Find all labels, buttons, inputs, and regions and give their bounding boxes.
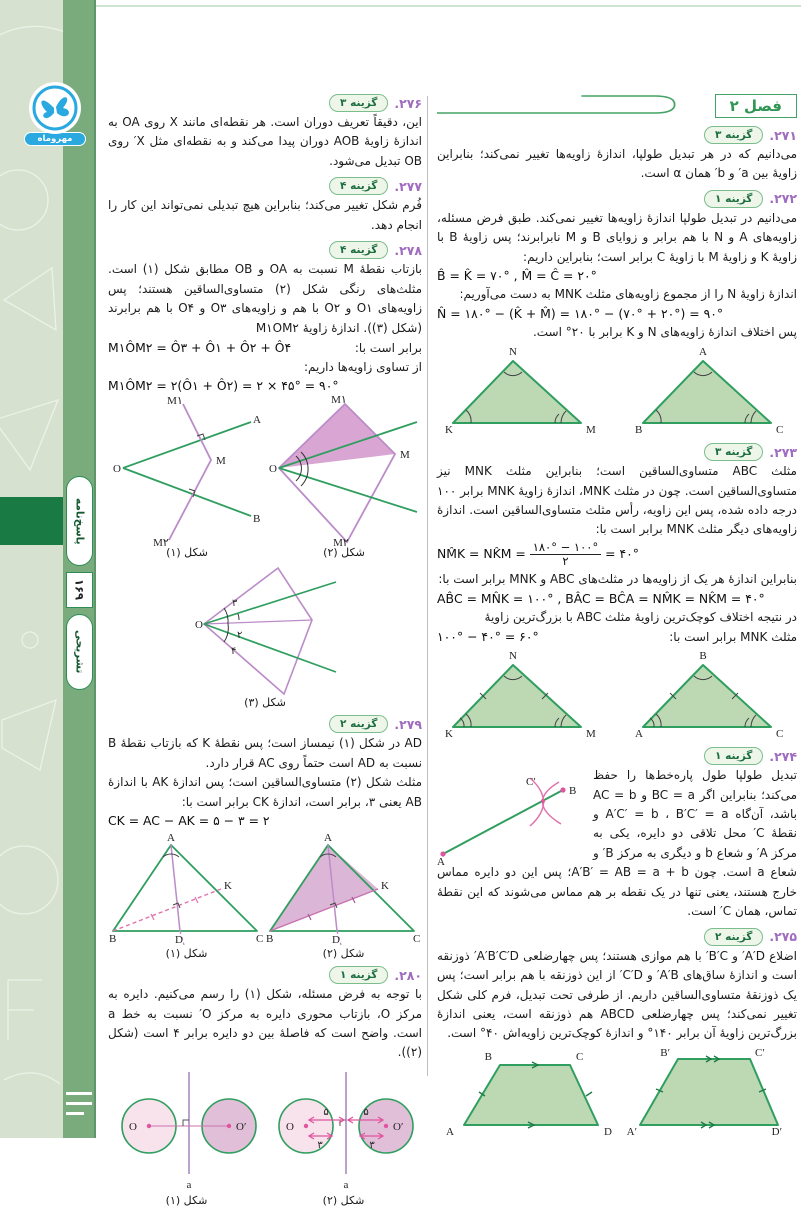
math-formula: CK = AC − AK = ۵ − ۳ = ۲ xyxy=(108,813,270,829)
vertex-label: M xyxy=(586,728,596,741)
answer-item-273 xyxy=(437,443,797,646)
distance-label: ۵ xyxy=(362,1106,369,1118)
vertex-label: B xyxy=(484,1050,492,1063)
question-number: ۲۷۲. xyxy=(769,191,797,207)
figure-caption: شکل (۲) xyxy=(323,546,365,560)
answer-head xyxy=(108,966,422,984)
chapter-header xyxy=(437,92,797,120)
band-mark xyxy=(66,1112,84,1115)
radius-label: ۳ xyxy=(316,1139,323,1151)
distance-label: ۵ xyxy=(322,1106,329,1118)
bisector-triangle-figure xyxy=(109,831,264,949)
center-label: O′ xyxy=(235,1120,246,1133)
page-number: ۱۶۹ xyxy=(72,579,87,601)
publisher-logo xyxy=(24,80,86,146)
answer-head xyxy=(108,94,422,112)
tangent-circles-figure xyxy=(437,768,587,869)
center-label: O′ xyxy=(392,1120,403,1133)
figure-shekl3 xyxy=(190,562,340,709)
vertex-label: M xyxy=(586,424,596,437)
question-number: ۲۷۵. xyxy=(769,929,797,945)
question-number: ۲۷۶. xyxy=(394,95,422,111)
figure-caption: شکل (۱) xyxy=(165,947,208,961)
band-mark xyxy=(66,1102,92,1105)
vertex-label: N xyxy=(509,346,517,359)
answer-head xyxy=(108,715,422,733)
option-badge: گزینه ۴ xyxy=(329,241,388,259)
figure-caption: شکل (۲) xyxy=(322,947,365,961)
vertex-label: K xyxy=(445,424,453,437)
option-badge: گزینه ۱ xyxy=(704,190,763,208)
trapezoids-figure xyxy=(442,1047,792,1141)
figure-shekl2 xyxy=(269,396,419,559)
question-number: ۲۷۷. xyxy=(394,178,422,194)
vertex-label: K xyxy=(381,880,389,893)
figure-row-280 xyxy=(108,1066,422,1207)
point-label: M۲ xyxy=(153,537,169,550)
question-number: ۲۷۸. xyxy=(394,242,422,258)
vertex-label: N xyxy=(509,650,517,663)
vertex-label: A xyxy=(167,832,175,845)
spine-marker xyxy=(0,497,63,545)
angle-numbering-figure xyxy=(190,562,340,698)
figure-row-278b xyxy=(108,562,422,709)
answer-text: با توجه به فرض مسئله، شکل (۱) را رسم می‌کنیم. دایره به مرکز O، بازتاب محوری دایره به مرکز O′ نسبت به خط a است. واضح است که فاصلهٔ بین دو دایره برابر ۴ است (شکل (۲)). xyxy=(108,987,423,1060)
option-badge: گزینه ۳ xyxy=(329,94,388,112)
option-badge: گزینه ۳ xyxy=(704,126,763,144)
answer-text: می‌دانیم که در هر تبدیل طولپا، اندازهٔ زاویه‌ها تغییر نمی‌کند؛ بنابراین زاویهٔ بین a′ و b′ همان α است. xyxy=(437,147,797,181)
point-label: M۱ xyxy=(167,395,183,408)
angle-number: ۴ xyxy=(231,646,237,658)
answer-text: فُرم شکل تغییر می‌کند؛ بنابراین هیچ تبدیلی نمی‌تواند این کار را انجام دهد. xyxy=(108,198,422,232)
vertex-label: D xyxy=(332,934,340,947)
figure-caption: شکل (۲) xyxy=(322,1193,365,1207)
question-number: ۲۷۳. xyxy=(769,444,797,460)
trapezoid-A'B'C'D' xyxy=(640,1059,778,1125)
option-badge: گزینه ۱ xyxy=(329,966,388,984)
answer-text: پس اختلاف اندازهٔ زاویه‌های N و K برابر با ۲۰° است. xyxy=(532,324,797,339)
mirrored-circles-figure xyxy=(109,1066,265,1196)
answer-text: مثلث MNK برابر است با: xyxy=(669,630,797,645)
vertex-label: A xyxy=(699,346,707,359)
formula-row xyxy=(437,628,797,646)
figure-row-278 xyxy=(108,396,422,559)
vertex-label: D xyxy=(175,934,183,947)
answer-text: AD در شکل (۱) نیمساز است؛ پس نقطهٔ K که بازتاب نقطهٔ B نسبت به AD است حتماً روی AC قرار دارد. xyxy=(108,736,422,770)
tab-answer-sheet xyxy=(66,476,93,566)
reflection-rays-figure xyxy=(111,396,263,548)
vertex-label: B xyxy=(266,933,274,946)
triangle-BAC xyxy=(643,665,771,727)
figure-caption: شکل (۱) xyxy=(166,546,208,560)
answer-text: تبدیل طولپا طول پاره‌خط‌ها را حفظ می‌کند؛ بنابراین اگر BC = a و AC = b باشد، آن‌گاه A′C′ = b ، B′C′ = a و نقطهٔ C′ محل تلاقی دو دایره، یکی به مرکز A′ و شعاع b و دیگری به مرکز B′ و شعاع a است. چون A′B′ = AB = a + b؛ پس این دو دایره مماس خارج هستند، یعنی تنها در یک نقطه بر هم مماس می‌شوند که این نقطهٔ تماس، همان C′ است. xyxy=(437,768,798,919)
answer-item-274 xyxy=(437,747,797,922)
triangle-NKM xyxy=(453,361,581,423)
axis-label: a xyxy=(186,1178,191,1191)
chapter-title: فصل ۲ xyxy=(715,94,797,118)
figure-triangles-272 xyxy=(437,345,797,437)
triangle-NKM xyxy=(453,665,581,727)
answer-item-272 xyxy=(437,190,797,342)
vertex-label: C xyxy=(413,933,421,946)
figure-row-279 xyxy=(108,831,422,960)
option-badge: گزینه ۱ xyxy=(704,747,763,765)
math-formula: ۱۰۰° − ۴۰° = ۶۰° xyxy=(437,629,539,645)
math-formula: B̂ = K̂ = ۷۰° , M̂ = Ĉ = ۲۰° xyxy=(437,268,597,284)
point-label: M xyxy=(400,449,410,462)
page-number-box xyxy=(66,572,93,608)
vertex-label: C xyxy=(776,728,784,741)
chapter-decoration-line xyxy=(437,92,715,120)
figure-triangles-273 xyxy=(437,649,797,741)
vertex-label: A xyxy=(324,832,332,845)
answer-text: بازتاب نقطهٔ M نسبت به OA و OB مطابق شکل (۱) است. مثلث‌های رنگی شکل (۲) متساوی‌الساقین هستند؛ پس زاویه‌های O۱ و O۲ با هم و زاویه‌های O۳ و O۴ با هم برابرند (شکل (۳)). اندازهٔ زاویهٔ M۱OM۲ xyxy=(108,262,423,335)
answer-text: می‌دانیم در تبدیل طولپا اندازهٔ زاویه‌ها تغییر نمی‌کند. طبق فرض مسئله، زاویه‌های A و N با هم برابر و زوایای B و M نابرابرند؛ پس زاویهٔ B با زاویهٔ K و زاویهٔ M با زاویهٔ C برابر است؛ بنابراین داریم: xyxy=(437,210,797,264)
tab-answer-label: پاسخ‌نامه xyxy=(73,497,86,545)
answer-text: مثلث ABC متساوی‌الساقین است؛ بنابراین مثلث MNK نیز متساوی‌الساقین است. چون در مثلث MNK، اندازهٔ زاویهٔ MNK برابر ۱۰۰ درجه داده شده، پس این زاویه، رأس مثلث متساوی‌الساقین است. اندازهٔ زاویه‌های دیگر مثلث MNK برابر است با: xyxy=(437,464,798,537)
answer-text: مثلث شکل (۲) متساوی‌الساقین است؛ پس اندازهٔ AK با اندازهٔ AB یعنی ۳، برابر است، اندازهٔ CK برابر است با: xyxy=(108,775,422,809)
answer-text: اضلاع A′D′ و B′C′ با هم موازی هستند؛ پس چهارضلعی A′B′C′D′ ذوزنقه است و اندازهٔ ساق‌های A′B′ و C′D′ از این ذوزنقه با هم برابر است؛ پس یک ذوزنقهٔ متساوی‌الساقین داریم. از طرفی تحت تبدیل، فرم کلی شکل تغییر نمی‌کند؛ پس چهارضلعی ABCD هم ذوزنقه است، یعنی اندازهٔ بزرگ‌ترین زاویهٔ آن برابر ۱۴۰° و اندازهٔ کوچک‌ترین زاویه‌اش ۴۰° است. xyxy=(437,948,797,1041)
vertex-label: A xyxy=(635,728,643,741)
option-badge: گزینه ۳ xyxy=(704,443,763,461)
point-label: A xyxy=(437,856,445,869)
math-formula: M۱ÔM۲ = ۲(Ô۱ + Ô۲) = ۲ × ۴۵° = ۹۰° xyxy=(108,378,339,394)
shaded-triangle-figure xyxy=(266,831,421,949)
vertex-label: B xyxy=(635,424,643,437)
answer-head xyxy=(437,928,797,946)
angle-number: ۳ xyxy=(232,598,238,610)
radius-label: ۳ xyxy=(368,1139,375,1151)
figure-shekl2 xyxy=(266,831,421,960)
figure-shekl1 xyxy=(109,1066,265,1207)
band-mark xyxy=(66,1092,92,1095)
triangle-ABC xyxy=(643,361,771,423)
axis-label: a xyxy=(343,1178,348,1191)
answer-head xyxy=(437,443,797,461)
vertex-label: K xyxy=(445,728,453,741)
point-label: O xyxy=(113,463,121,476)
center-label: O xyxy=(285,1120,294,1133)
answer-item-278 xyxy=(108,241,422,393)
decorative-sidebar xyxy=(0,0,96,1138)
figure-trapezoids xyxy=(437,1047,797,1141)
answer-text: بنابراین اندازهٔ هر یک از زاویه‌ها در مثلث‌های ABC و MNK برابر است با: xyxy=(438,572,797,587)
point-label: C′ xyxy=(526,776,536,789)
point-label: A xyxy=(253,414,261,427)
vertex-label: C xyxy=(576,1050,584,1063)
option-badge: گزینه ۲ xyxy=(329,715,388,733)
tab-detailed xyxy=(66,614,93,690)
vertex-label: C′ xyxy=(755,1046,765,1059)
top-rule xyxy=(96,5,801,7)
vertex-label: D′ xyxy=(771,1125,782,1138)
vertex-label: C xyxy=(256,933,264,946)
point-label: B xyxy=(569,785,577,798)
answer-head xyxy=(437,126,797,144)
math-formula-fraction: NM̂K = NK̂M = $\frac{۱۸۰^\circ - ۱۰۰^\circ}{۲}$ = ۴۰° xyxy=(437,539,639,569)
answer-text: در نتیجه اختلاف کوچک‌ترین زاویهٔ مثلث ABC با بزرگ‌ترین زاویهٔ xyxy=(484,609,797,624)
answer-item-277 xyxy=(108,177,422,235)
vertex-label: D xyxy=(604,1125,612,1138)
answer-item-276 xyxy=(108,94,422,171)
math-formula: M۱ÔM۲ = Ô۳ + Ô۱ + Ô۲ + Ô۴ xyxy=(108,339,292,355)
math-formula: AB̂C = MN̂K = ۱۰۰° , BÂC = BĈA = NM̂K = NK̂M = ۴۰° xyxy=(437,590,765,606)
center-label: O xyxy=(128,1120,137,1133)
math-formula: N̂ = ۱۸۰° − (K̂ + M̂) = ۱۸۰° − (۷۰° + ۲۰°) = ۹۰° xyxy=(437,305,724,321)
point-label: M۲ xyxy=(333,537,349,550)
right-column xyxy=(437,92,797,1142)
column-divider xyxy=(427,96,428,1076)
point-label: O xyxy=(269,463,277,476)
answer-item-279 xyxy=(108,715,422,828)
answer-text: برابر است با: xyxy=(354,340,422,355)
reflection-kite-figure xyxy=(269,396,419,548)
measured-circles-figure xyxy=(266,1066,422,1196)
answer-item-275 xyxy=(437,928,797,1044)
answer-head xyxy=(437,190,797,208)
left-column xyxy=(108,88,422,1208)
answer-item-271 xyxy=(437,126,797,184)
answer-item-280 xyxy=(108,966,422,1063)
vertex-label: B xyxy=(109,933,117,946)
figure-shekl1 xyxy=(109,831,264,960)
vertex-label: A′ xyxy=(626,1125,637,1138)
angle-number: ۱ xyxy=(236,612,242,624)
butterfly-logo-icon xyxy=(27,80,83,136)
vertex-label: K xyxy=(224,880,232,893)
vertex-label: B′ xyxy=(660,1046,670,1059)
figure-caption: شکل (۳) xyxy=(244,696,286,710)
point-label: M xyxy=(216,455,226,468)
point-label: O xyxy=(195,619,203,632)
question-number: ۲۷۴. xyxy=(769,748,797,764)
question-number: ۲۸۰. xyxy=(394,967,422,983)
option-badge: گزینه ۲ xyxy=(704,928,763,946)
question-number: ۲۷۱. xyxy=(769,127,797,143)
tab-detailed-label: تشریحی xyxy=(73,630,86,674)
option-badge: گزینه ۴ xyxy=(329,177,388,195)
answer-head xyxy=(108,177,422,195)
answer-text: این، دقیقاً تعریف دوران است. هر نقطه‌ای مانند X روی OA به اندازهٔ زاویهٔ AOB دوران پیدا می‌کند و به نقطه‌ای مثل X′ روی OB تبدیل می‌شود. xyxy=(108,115,423,168)
answer-text: اندازهٔ زاویهٔ N را از مجموع زاویه‌های مثلث MNK به دست می‌آوریم: xyxy=(459,287,797,302)
vertex-label: C xyxy=(776,424,784,437)
answer-head xyxy=(437,747,797,765)
answer-text: از تساوی زاویه‌ها داریم: xyxy=(304,359,422,374)
figure-shekl2 xyxy=(266,1066,422,1207)
question-number: ۲۷۹. xyxy=(394,716,422,732)
figure-shekl1 xyxy=(111,396,263,559)
point-label: M۱ xyxy=(331,394,347,407)
answer-head xyxy=(108,241,422,259)
point-label: B xyxy=(253,513,261,526)
angle-number: ۲ xyxy=(237,630,243,642)
publisher-name: مهروماه xyxy=(24,132,86,146)
isosceles-triangles-figure xyxy=(443,649,791,741)
sidebar-band xyxy=(63,0,96,1138)
vertex-label: B xyxy=(699,650,707,663)
figure-caption: شکل (۱) xyxy=(165,1193,208,1207)
vertex-label: A xyxy=(446,1125,454,1138)
congruent-triangles-figure xyxy=(443,345,791,437)
formula-row xyxy=(108,339,422,357)
